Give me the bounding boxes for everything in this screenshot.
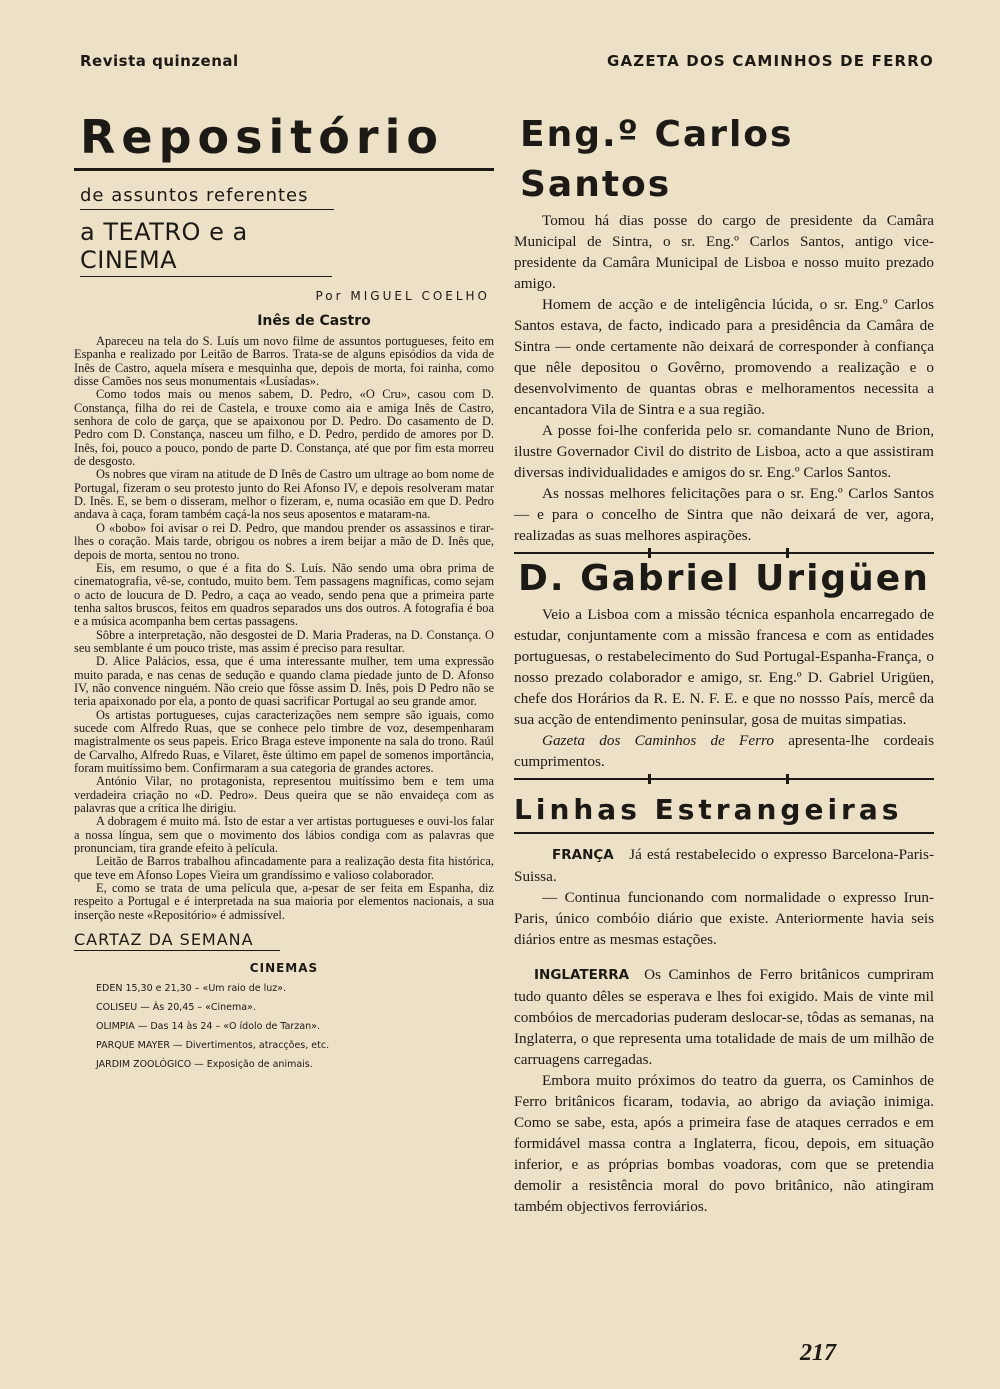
header-magazine-title: GAZETA DOS CAMINHOS DE FERRO [606,52,934,70]
carlos-paragraph: Tomou há dias posse do cargo de presidente da Camâra Municipal de Sintra, o sr. Eng.º Carlos Santos, antigo vice-presidente da Camâra Municipal de Lisboa e nosso muito prezado amigo. [514,212,934,292]
article-paragraph: O «bobo» foi avisar o rei D. Pedro, que mandou prender os assassinos e tirar-lhes o coração. Mais tarde, obrigou os nobres a irem beijar a mão de D. Inês que, depois de morta, sentou no trono. [74,520,494,562]
inglaterra-paragraph-2: Embora muito próximos do teatro da guerra, os Caminhos de Ferro britânicos ficaram, todavia, ao abrigo da aviação inimiga. Como se sabe, esta, após a primeira fase de ataques cerrados e em formidável massa contra a Inglaterra, ficou, depois, em situação inferior, e as próprias bombas voadoras, com que se pretendia demolir a resistência moral do povo britânico, não atingiram também objectivos ferroviários. [514,1072,934,1215]
article-paragraph: Como todos mais ou menos sabem, D. Pedro, «O Cru», casou com D. Constança, filha do rei de Castela, e trouxe como aia e amiga Inês de Castro, senhora de colo de garça, que se apaixonou por D. Pedro. Do casamento de D. Pedro com D. Constança, nasceu um filho, e D. Pedro, perdido de amores por D. Inês, foi, pouco a pouco, pondo de parte D. Constança, até que por fim esta morreu de desgosto. [74,387,494,469]
cinema-listings [74,979,494,1074]
inglaterra-text: Os Caminhos de Ferro britânicos cumpriram tudo quanto dêles se esperava e lhes foi exigido. Mais de vinte mil combóios de mercadorias puderam deslocar-se, tôdas as semanas, na Inglaterra, o que representa uma totalidade de mais de um milhão de carruagens carregadas. [514,966,934,1068]
article-paragraph: Sôbre a interpretação, não desgostei de D. Maria Praderas, na D. Constança. O seu semblante é um pouco triste, mas assim é preciso para resultar. [74,627,494,655]
gabriel-paragraph: Veio a Lisboa com a missão técnica espanhola encarregado de estudar, conjuntamente com a missão francesa e com as entidades portuguesas, o restabelecimento do Sud Portugal-Espanha-França, o nosso prezado colaborador e amigo, sr. Eng.º D. Gabriel Urigüen, chefe dos Horários da R. E. N. F. E. e que no nossso País, mercê da sua acção de entendimento peninsular, gosa de muitas simpatias. [514,606,934,728]
article-paragraph: Apareceu na tela do S. Luís um novo filme de assuntos portugueses, feito em Espanha e realizado por Leitão de Barros. Trata-se de alguns episódios da vida de Inês de Castro, aquela mísera e mesquinha que, depois de morta, foi rainha, como disse Camões nos seus monumentais «Lusíadas». [74,334,494,389]
repositorio-column [74,110,494,1074]
article-paragraph: Leitão de Barros trabalhou afincadamente para a realização desta fita histórica, que teve em Afonso Lopes Vieira um grandíssimo e valioso colaborador. [74,854,494,882]
cinema-listing: OLIMPIA — Das 14 às 24 – «O ídolo de Tarzan». [96,1021,320,1033]
inglaterra-label: INGLATERRA [534,967,630,983]
cinema-listing: EDEN 15,30 e 21,30 – «Um raio de luz». [96,983,287,995]
article-paragraph: Os artistas portugueses, cujas caracterizações nem sempre são iguais, como sucede com Alfredo Ruas, que se conhece pelo timbre de voz, desempenharam magistralmente os seus papeis. Erico Braga esteve imponente na sala do trono. Raúl de Carvalho, Alfredo Ruas, e Vilaret, êste último em papel de somenos importância, foram muitíssimo bem. Confirmaram a sua categoria de grandes actores. [74,707,494,775]
header-magazine-frequency: Revista quinzenal [80,52,239,70]
article-paragraph: António Vilar, no protagonista, representou muitíssimo bem e tem uma verdadeira criação no «D. Pedro». Deus queira que se não envaideça com as palavras que a crítica lhe dirigiu. [74,774,494,816]
byline: Por MIGUEL COELHO [315,289,490,303]
repositorio-title: Repositório [74,110,494,171]
franca-paragraph-2: — Continua funcionando com normalidade o expresso Irun-Paris, único combóio diário que existe. Anteriormente havia seis diários entre as mesmas estações. [514,889,934,948]
inglaterra-paragraph [514,964,934,1070]
repositorio-subtitle-2: a TEATRO e a CINEMA [80,218,332,277]
gabriel-closing [514,730,934,772]
article-paragraph: Eis, em resumo, o que é a fita do S. Luís. Não sendo uma obra prima de cinematografia, vê-se, contudo, muito bem. Tem passagens magníficas, como sejam o acto de loucura de D. Pedro, a caça ao veado, sendo pena que a primeira parte tenha saltos bruscos, feitos em quadros separados uns dos outros. A fotografia é boa e a música acompanha bem certas passagens. [74,560,494,629]
gabriel-uriguen-body [514,604,934,772]
section-divider [514,552,934,554]
section-divider [514,778,934,780]
article-paragraph: E, como se trata de uma película que, a-pesar de ser feita em Espanha, diz respeito a Portugal e é interpretada na sua maioria por elementos nacionais, a sua inserção neste «Repositório» é admissível. [74,881,494,922]
franca-paragraph [514,844,934,887]
gabriel-closing-text: apresenta-lhe cordeais cumprimentos. [514,732,934,770]
article-paragraph: D. Alice Palácios, essa, que é uma interessante mulher, tem uma expressão muito parada, e nas cenas de sedução e quando clama piedade junto de D. Afonso IV, não convence ninguém. Não creio que fôsse assim D. Inês, pois D Pedro não se teria apaixonado por ela, a ponto de quasi sacrificar Portugal ao seu grande amor. [74,654,494,709]
cinema-listing: JARDIM ZOOLÓGICO — Exposição de animais. [96,1059,313,1071]
carlos-paragraph: Homem de acção e de inteligência lúcida, o sr. Eng.º Carlos Santos estava, de facto, indicado para a presidência da Camâra de Sintra — onde certamente não deixará de corresponder à confiança que nêle depositou o Govêrno, promovendo a realização e o desenvolvimento de quantas obras e melhoramentos necessita a encantadora Vila de Sintra e a sua região. [514,296,934,418]
article-title: Inês de Castro [257,313,371,329]
carlos-paragraph: A posse foi-lhe conferida pelo sr. comandante Nuno de Brion, ilustre Governador Civil do distrito de Lisboa, acto a que assistiram diversas individualidades e amigos do sr. Eng.º Carlos Santos. [514,422,934,481]
cinemas-title: CINEMAS [249,961,319,976]
linhas-estrangeiras-title: Linhas Estrangeiras [514,790,934,834]
cinema-listing: COLISEU — Às 20,45 – «Cinema». [96,1002,256,1014]
franca-text: Já está restabelecido o expresso Barcelona-Paris-Suissa. [514,846,934,885]
carlos-santos-body [514,210,934,546]
cinema-listing: PARQUE MAYER — Divertimentos, atracções, etc. [96,1040,330,1052]
news-column [514,110,934,1217]
article-body [74,335,494,922]
linhas-body [514,844,934,1217]
gazeta-name: Gazeta dos Caminhos de Ferro [542,732,774,749]
carlos-santos-title: Eng.º Carlos Santos [520,114,794,205]
page-number: 217 [800,1340,836,1366]
article-paragraph: A dobragem é muito má. Isto de estar a ver artistas portugueses e ouvi-los falar a nossa língua, sem que o movimento dos lábios condiga com as palavras que pronunciam, tira grande efeito à película. [74,814,494,856]
gabriel-uriguen-title: D. Gabriel Urigüen [518,558,930,599]
cartaz-title: CARTAZ DA SEMANA [74,930,280,951]
carlos-paragraph: As nossas melhores felicitações para o sr. Eng.º Carlos Santos — e para o concelho de Sintra que não deixará de ver, agora, realizadas as suas melhores aspirações. [514,485,934,544]
franca-label: FRANÇA [552,847,614,863]
repositorio-subtitle-1: de assuntos referentes [80,185,334,210]
article-paragraph: Os nobres que viram na atitude de D Inês de Castro um ultrage ao bom nome de Portugal, fizeram o seu protesto junto do Rei Afonso IV, e depois resolveram matar D. Inês. E, se bem o disseram, melhor o fizeram, e, numa ocasião em que D. Pedro andava à caça, foram também caçá-la nos seus aposentos e mataram-na. [74,467,494,522]
